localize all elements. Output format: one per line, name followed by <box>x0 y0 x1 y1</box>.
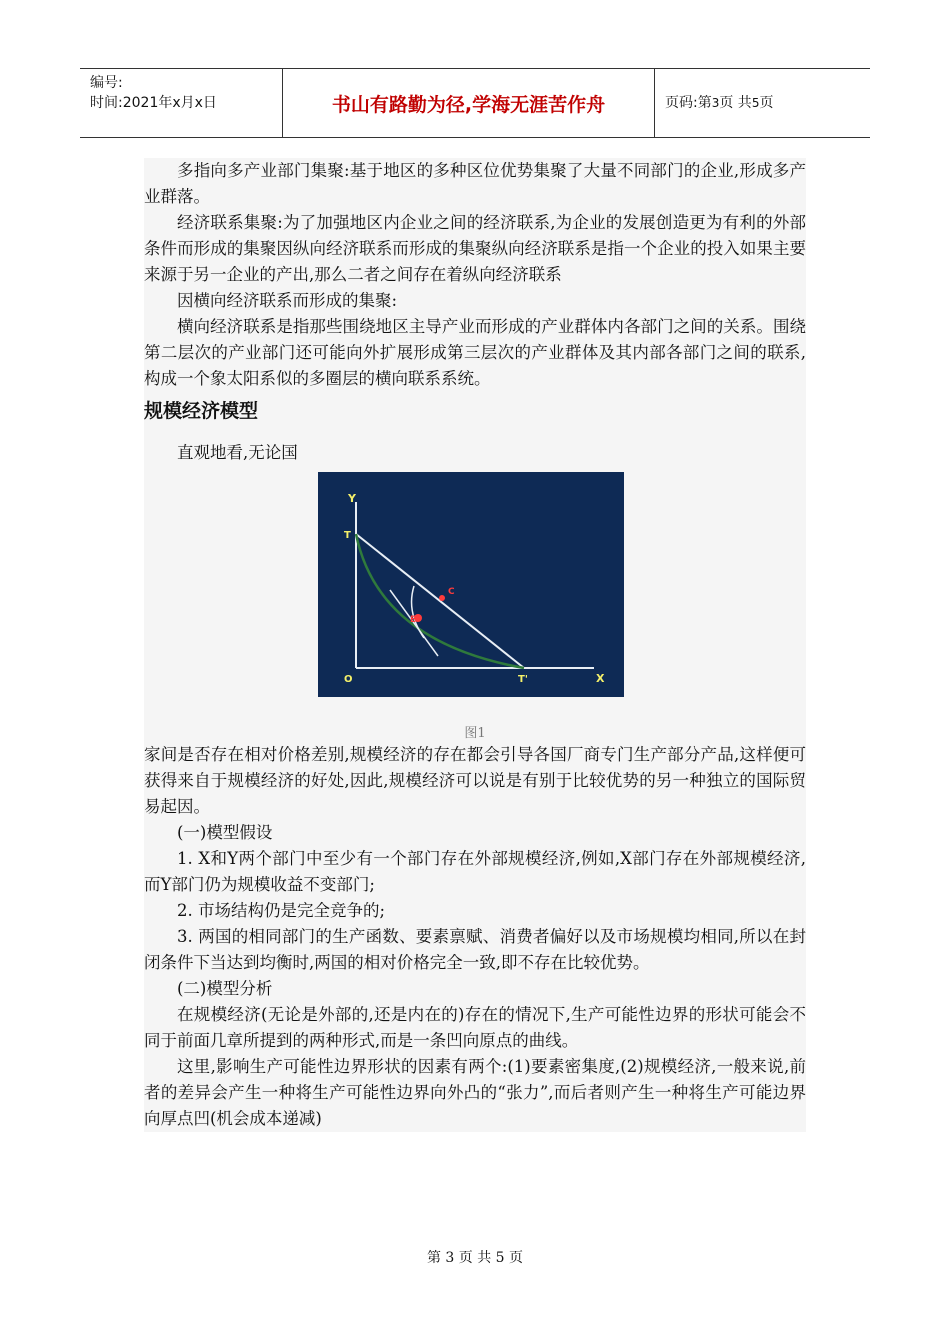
paragraph: (一)模型假设 <box>177 823 273 842</box>
header-motto: 书山有路勤为径,学海无涯苦作舟 <box>331 94 606 116</box>
diagram-background <box>318 472 624 697</box>
paragraph: 经济联系集聚:为了加强地区内企业之间的经济联系,为企业的发展创造更为有利的外部条件而形成的集聚因纵向经济联系而形成的集聚纵向经济联系是指一个企业的投入如果主要来源于另一企业的产出,那么二者之间存在着纵向经济联系 <box>144 213 806 284</box>
paragraph: 家间是否存在相对价格差别,规模经济的存在都会引导各国厂商专门生产部分产品,这样便可获得来自于规模经济的好处,因此,规模经济可以说是有别于比较优势的另一种独立的国际贸易起因。 <box>144 745 806 816</box>
header-meta <box>80 69 283 137</box>
origin-label: O <box>344 674 353 685</box>
page-footer: 第 3 页 共 5 页 <box>426 1250 524 1266</box>
y-axis-label: Y <box>348 492 356 505</box>
time-label: 时间:2021年x月x日 <box>90 95 217 111</box>
figure-caption: 图1 <box>464 726 486 741</box>
paragraph: 在规模经济(无论是外部的,还是内在的)存在的情况下,生产可能性边界的形状可能会不同于前面几章所提到的两种形式,而是一条凹向原点的曲线。 <box>144 1005 806 1050</box>
paragraph: 3. 两国的相同部门的生产函数、要素禀赋、消费者偏好以及市场规模均相同,所以在封闭条件下当达到均衡时,两国的相对价格完全一致,即不存在比较优势。 <box>144 927 806 972</box>
point-e-label: E <box>410 615 417 625</box>
page-end: 页 <box>759 95 774 111</box>
figure-intro: 直观地看,无论国 <box>177 443 298 462</box>
paragraph: 1. X和Y两个部门中至少有一个部门存在外部规模经济,例如,X部门存在外部规模经济,而Y部门仍为规模收益不变部门; <box>144 849 806 894</box>
page-mid: 页 共 <box>719 95 752 111</box>
paragraph: 这里,影响生产可能性边界形状的因素有两个:(1)要素密集度,(2)规模经济,一般来说,前者的差异会产生一种将生产可能性边界向外凸的“张力”,而后者则产生一种将生产可能边界向厚点凹(机会成本递减) <box>144 1057 806 1128</box>
paragraph: 多指向多产业部门集聚:基于地区的多种区位优势集聚了大量不同部门的企业,形成多产业群落。 <box>144 161 806 206</box>
document-body <box>144 158 806 1132</box>
point-c-label: C <box>448 587 455 597</box>
figure <box>144 470 806 742</box>
page-number: 3 <box>711 96 720 110</box>
t-top-label: T <box>344 530 351 541</box>
page-label: 页码:第 <box>665 95 712 111</box>
code-label: 编号: <box>90 75 123 91</box>
t-bottom-label: T' <box>518 674 528 685</box>
section-title: 规模经济模型 <box>144 400 259 422</box>
paragraph: 因横向经济联系而形成的集聚: <box>177 291 398 310</box>
paragraph: (二)模型分析 <box>177 979 273 998</box>
point-c-marker <box>439 595 445 601</box>
x-axis-label: X <box>596 672 605 685</box>
page-header <box>80 68 870 138</box>
paragraph: 横向经济联系是指那些围绕地区主导产业而形成的产业群体内各部门之间的关系。围绕第二层次的产业部门还可能向外扩展形成第三层次的产业群体及其内部各部门之间的联系,构成一个象太阳系似的多圈层的横向联系系统。 <box>144 317 806 388</box>
paragraph: 2. 市场结构仍是完全竞争的; <box>177 901 386 920</box>
page-total: 5 <box>751 96 760 110</box>
ppf-diagram <box>318 472 624 697</box>
header-divider <box>654 69 655 137</box>
page-indicator <box>665 69 773 137</box>
